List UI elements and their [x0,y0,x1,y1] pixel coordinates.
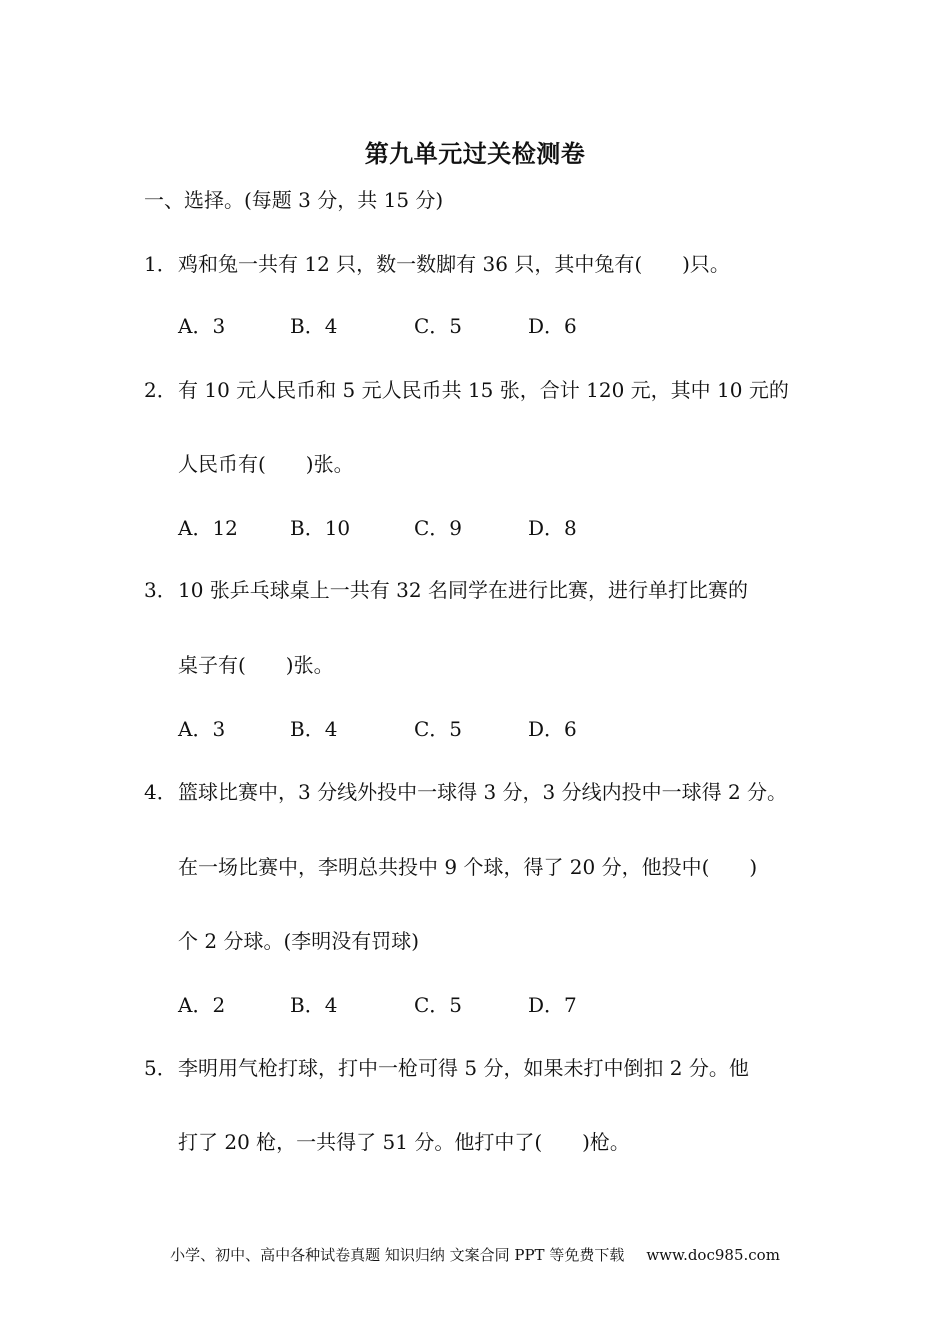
question-text: 鸡和兔一共有 12 只，数一数脚有 36 只，其中兔有( )只。 [178,252,730,276]
option-c: C．9 [414,516,463,540]
option-d: D．8 [528,516,577,540]
option-a: A．3 [178,314,226,338]
option-b: B．4 [290,993,338,1017]
footer-text: 小学、初中、高中各种试卷真题 知识归纳 文案合同 PPT 等免费下载 [170,1246,625,1264]
option-b: B．4 [290,717,338,741]
question-number: 4． [144,780,177,804]
question-text: 有 10 元人民币和 5 元人民币共 15 张，合计 120 元，其中 10 元的 [178,378,789,402]
question-2 [144,376,789,404]
section-heading: 一、选择。(每题 3 分，共 15 分) [144,188,444,212]
option-c: C．5 [414,717,463,741]
footer-site-link[interactable]: www.doc985.com [646,1246,780,1264]
option-b: B．10 [290,516,351,540]
question-text-continued: 桌子有( )张。 [178,653,334,677]
question-text-continued: 打了 20 枪，一共得了 51 分。他打中了( )枪。 [178,1130,630,1154]
option-a: A．3 [178,717,226,741]
page-title: 第九单元过关检测卷 [364,140,586,168]
option-d: D．6 [528,717,577,741]
option-d: D．7 [528,993,577,1017]
question-number: 2． [144,378,177,402]
option-c: C．5 [414,314,463,338]
question-number: 3． [144,578,177,602]
question-4 [144,778,787,806]
question-5 [144,1054,749,1082]
option-b: B．4 [290,314,338,338]
question-number: 5． [144,1056,177,1080]
question-number: 1． [144,252,177,276]
option-a: A．2 [178,993,226,1017]
question-text-continued: 在一场比赛中，李明总共投中 9 个球，得了 20 分，他投中( ) [178,855,758,879]
question-3 [144,576,748,604]
question-text-continued: 个 2 分球。(李明没有罚球) [178,929,420,953]
option-c: C．5 [414,993,463,1017]
question-text: 篮球比赛中，3 分线外投中一球得 3 分，3 分线内投中一球得 2 分。 [178,780,788,804]
question-1 [144,250,730,278]
page-footer [0,1244,950,1266]
option-a: A．12 [178,516,238,540]
question-text-continued: 人民币有( )张。 [178,452,354,476]
question-text: 李明用气枪打球，打中一枪可得 5 分，如果未打中倒扣 2 分。他 [178,1056,749,1080]
question-text: 10 张乒乓球桌上一共有 32 名同学在进行比赛，进行单打比赛的 [178,578,748,602]
option-d: D．6 [528,314,577,338]
